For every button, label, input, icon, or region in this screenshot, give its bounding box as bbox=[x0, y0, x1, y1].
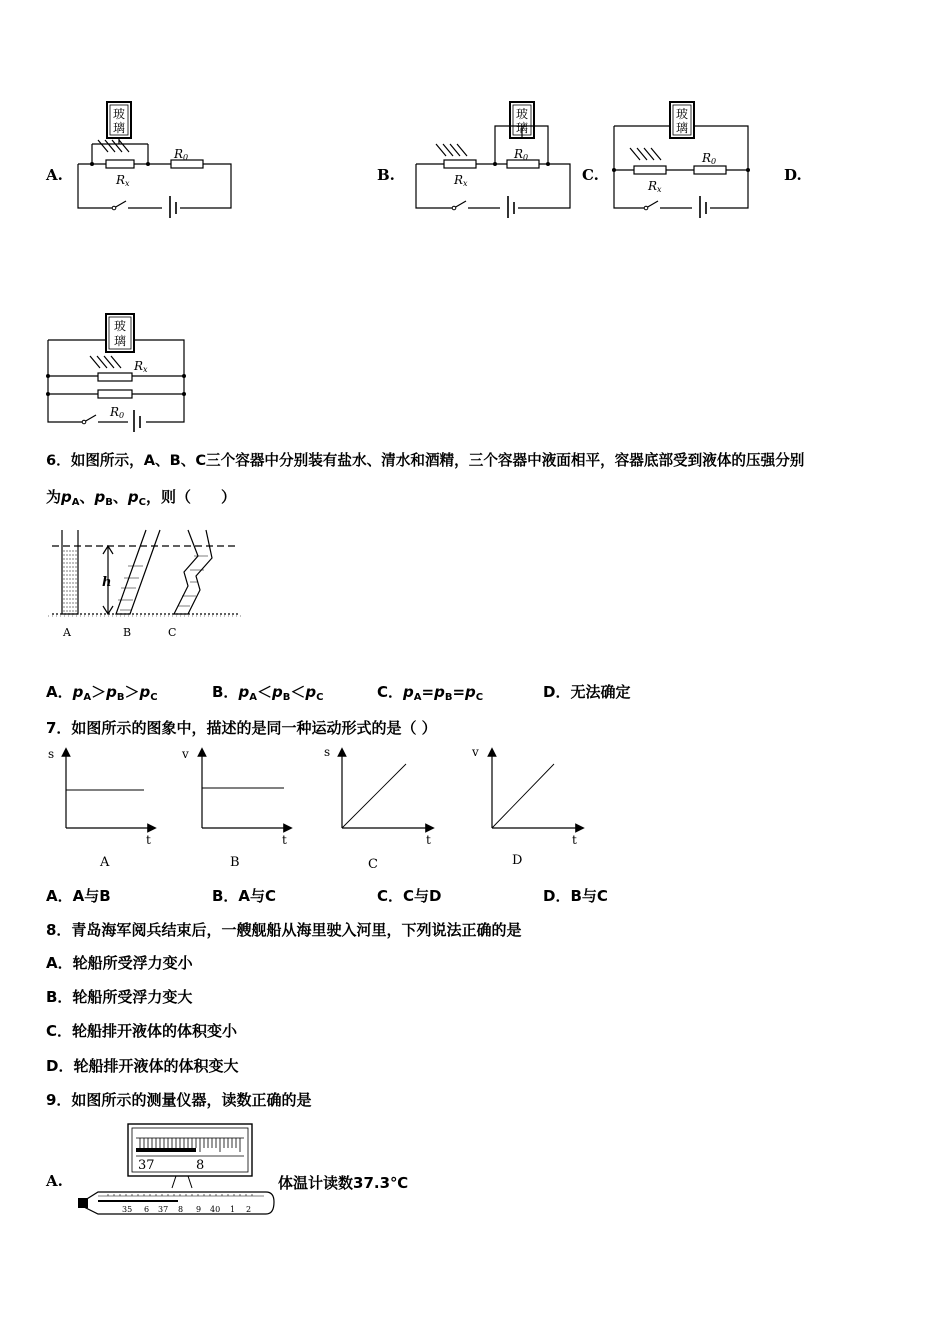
q9-option-a-text: 体温计读数37.3℃ bbox=[278, 1174, 409, 1192]
svg-text:Rx: Rx bbox=[648, 179, 662, 194]
svg-text:t: t bbox=[426, 833, 431, 847]
svg-text:Rx: Rx bbox=[454, 173, 468, 188]
svg-text:璃: 璃 bbox=[675, 121, 689, 135]
q5-option-b-label: B. bbox=[377, 166, 395, 184]
q7-graph-a-name: A bbox=[100, 855, 110, 870]
glass-char-top: 玻 bbox=[112, 107, 126, 121]
q6-question-line2: 为$p_A$、$p_B$、$p_C$，则（ ） bbox=[46, 488, 237, 508]
svg-text:9: 9 bbox=[196, 1205, 202, 1214]
svg-text:璃: 璃 bbox=[515, 121, 529, 135]
svg-text:1: 1 bbox=[230, 1205, 236, 1214]
svg-text:v: v bbox=[472, 745, 479, 759]
glass-char-bottom: 璃 bbox=[112, 121, 126, 135]
svg-text:璃: 璃 bbox=[113, 334, 127, 348]
q7-option-b: B．A与C bbox=[212, 887, 277, 905]
svg-text:35: 35 bbox=[122, 1205, 133, 1214]
q7-option-c: C．C与D bbox=[377, 887, 442, 905]
q6-height-label: h bbox=[102, 575, 112, 590]
q6-option-c: C．$p_A=p_B=p_C$ bbox=[377, 683, 484, 703]
svg-text:37: 37 bbox=[158, 1205, 169, 1214]
q6-option-a: A．$p_A>p_B>p_C$ bbox=[46, 683, 158, 703]
q8-option-a: A．轮船所受浮力变小 bbox=[46, 954, 193, 972]
q6-label-b: B bbox=[123, 626, 132, 639]
q5-option-a-label: A. bbox=[46, 166, 63, 184]
svg-text:40: 40 bbox=[210, 1205, 221, 1214]
q5-circuit-c bbox=[608, 96, 758, 220]
q6-option-d: D．无法确定 bbox=[543, 683, 631, 701]
q6-option-b: B．$p_A<p_B<p_C$ bbox=[212, 683, 324, 703]
q7-graph-a-x: t bbox=[146, 833, 151, 847]
svg-text:t: t bbox=[572, 833, 577, 847]
q5-circuit-d bbox=[40, 310, 190, 434]
q9-zoom-37: 37 bbox=[138, 1158, 155, 1173]
svg-text:R0: R0 bbox=[174, 147, 189, 162]
q6-label-a: A bbox=[63, 626, 71, 639]
q5-circuit-a bbox=[70, 96, 240, 220]
q9-option-a-label: A. bbox=[46, 1172, 63, 1190]
q9-zoom-8: 8 bbox=[196, 1158, 205, 1173]
q6-question-line1: 6．如图所示，A、B、C三个容器中分别装有盐水、清水和酒精，三个容器中液面相平，容器底部受到液体的压强分别 bbox=[46, 452, 805, 469]
q8-option-b: B．轮船所受浮力变大 bbox=[46, 988, 193, 1006]
svg-text:Rx: Rx bbox=[134, 359, 148, 374]
q7-option-d: D．B与C bbox=[543, 887, 608, 905]
svg-text:B: B bbox=[230, 855, 240, 870]
svg-text:Rx: Rx bbox=[116, 173, 130, 188]
svg-text:s: s bbox=[324, 745, 331, 759]
svg-text:6: 6 bbox=[144, 1205, 150, 1214]
q8-option-c: C．轮船排开液体的体积变小 bbox=[46, 1022, 238, 1040]
q6-containers-figure bbox=[48, 526, 243, 642]
svg-text:v: v bbox=[182, 747, 189, 761]
q5-circuit-b bbox=[410, 96, 580, 220]
q6-label-c: C bbox=[168, 626, 177, 639]
q7-question: 7．如图所示的图象中，描述的是同一种运动形式的是（ ） bbox=[46, 719, 437, 737]
svg-text:玻: 玻 bbox=[675, 107, 689, 121]
q8-option-d: D．轮船排开液体的体积变大 bbox=[46, 1057, 239, 1075]
svg-text:8: 8 bbox=[178, 1205, 184, 1214]
svg-text:D: D bbox=[512, 853, 523, 868]
svg-text:R0: R0 bbox=[702, 151, 717, 166]
q9-question: 9．如图所示的测量仪器，读数正确的是 bbox=[46, 1091, 312, 1109]
svg-text:玻: 玻 bbox=[515, 107, 529, 121]
q7-graph-a-y: s bbox=[48, 747, 55, 761]
q7-graphs bbox=[44, 744, 604, 874]
q9-thermometer-figure bbox=[78, 1122, 278, 1222]
q5-option-c-label: C. bbox=[582, 166, 599, 184]
svg-text:玻: 玻 bbox=[113, 319, 127, 333]
svg-text:R0: R0 bbox=[514, 147, 529, 162]
q5-option-d-label: D. bbox=[784, 166, 802, 184]
svg-text:2: 2 bbox=[246, 1205, 252, 1214]
svg-text:R0: R0 bbox=[110, 405, 125, 420]
q8-question: 8．青岛海军阅兵结束后，一艘舰船从海里驶入河里，下列说法正确的是 bbox=[46, 921, 522, 939]
svg-text:t: t bbox=[282, 833, 287, 847]
svg-text:C: C bbox=[368, 857, 378, 872]
q7-option-a: A．A与B bbox=[46, 887, 111, 905]
